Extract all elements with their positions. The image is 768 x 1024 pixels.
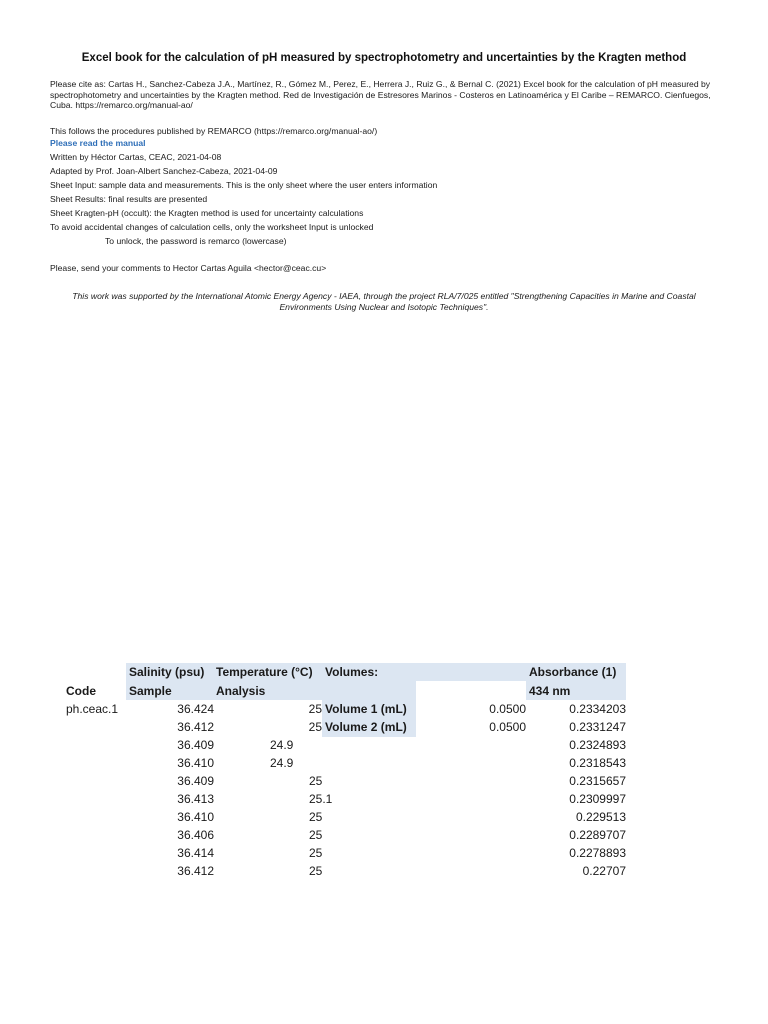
sample-code[interactable]: ph.ceac.1 — [66, 702, 119, 716]
header-shade-volumes-ext — [416, 663, 526, 681]
sheet-kragten-line: Sheet Kragten-pH (occult): the Kragten method is used for uncertainty calculations — [50, 208, 364, 218]
temperature-cell[interactable]: 25 — [309, 864, 323, 878]
citation-text: Please cite as: Cartas H., Sanchez-Cabeza J.A., Martínez, R., Gómez M., Perez, E., Herrera J., Ruiz G., & Bernal C. (2021) Excel book for the calculation of pH measured by spectrophotometry and uncertainties by the Kragten method. Red de Investigación de Estresores Marinos - Costeros en Latinoamérica y El Caribe – REMARCO. Cienfuegos, Cuba. https://remarco.org/manual-ao/ — [50, 79, 711, 111]
adapted-by-line: Adapted by Prof. Joan-Albert Sanchez-Cabeza, 2021-04-09 — [50, 166, 278, 176]
comments-line: Please, send your comments to Hector Cartas Aguila <hector@ceac.cu> — [50, 263, 327, 273]
temperature-cell[interactable]: 25 — [309, 846, 323, 860]
sample-subheader: Sample — [129, 684, 172, 698]
salinity-cell[interactable]: 36.406 — [177, 828, 214, 842]
salinity-cell[interactable]: 36.424 — [177, 702, 214, 716]
wavelength-subheader: 434 nm — [529, 684, 571, 698]
volume2-value[interactable]: 0.0500 — [489, 720, 526, 734]
document-title: Excel book for the calculation of pH measured by spectrophotometry and uncertainties by the Kragten method — [81, 52, 687, 64]
temperature-cell[interactable]: 25 — [309, 810, 323, 824]
temperature-cell[interactable]: 25 — [309, 828, 323, 842]
salinity-cell[interactable]: 36.409 — [177, 738, 214, 752]
absorbance-cell[interactable]: 0.2309997 — [569, 792, 626, 806]
salinity-cell[interactable]: 36.414 — [177, 846, 214, 860]
temperature-cell[interactable]: 25 — [308, 720, 322, 734]
salinity-cell[interactable]: 36.410 — [177, 810, 214, 824]
salinity-cell[interactable]: 36.412 — [177, 864, 214, 878]
volumes-header: Volumes: — [325, 665, 379, 679]
salinity-cell[interactable]: 36.409 — [177, 774, 214, 788]
temperature-cell[interactable]: 25 — [309, 774, 323, 788]
volume2-label: Volume 2 (mL) — [325, 720, 407, 734]
temperature-cell[interactable]: 24.9 — [270, 738, 294, 752]
sheet-input-line: Sheet Input: sample data and measurements. This is the only sheet where the user enters information — [50, 180, 438, 190]
absorbance-cell[interactable]: 0.2331247 — [569, 720, 626, 734]
manual-link[interactable]: Please read the manual — [50, 138, 146, 148]
volume1-value[interactable]: 0.0500 — [489, 702, 526, 716]
analysis-subheader: Analysis — [216, 684, 266, 698]
temperature-cell[interactable]: 24.9 — [270, 756, 294, 770]
absorbance-header: Absorbance (1) — [529, 665, 617, 679]
absorbance-cell[interactable]: 0.2334203 — [569, 702, 626, 716]
procedures-line: This follows the procedures published by REMARCO (https://remarco.org/manual-ao/) — [50, 126, 378, 136]
sheet-results-line: Sheet Results: final results are presented — [50, 194, 208, 204]
code-header: Code — [66, 684, 96, 698]
temperature-cell[interactable]: 25 — [308, 702, 322, 716]
support-text: This work was supported by the International Atomic Energy Agency - IAEA, through the project RLA/7/025 entitled "Strengthening Capacities in Marine and Coastal Environments Using Nuclear and Isotopic Techniques". — [72, 291, 696, 312]
temperature-cell[interactable]: 25.1 — [309, 792, 333, 806]
temperature-header: Temperature (°C) — [216, 665, 313, 679]
salinity-header: Salinity (psu) — [129, 665, 205, 679]
written-by-line: Written by Héctor Cartas, CEAC, 2021-04-08 — [50, 152, 222, 162]
absorbance-cell[interactable]: 0.2289707 — [569, 828, 626, 842]
salinity-cell[interactable]: 36.412 — [177, 720, 214, 734]
absorbance-cell[interactable]: 0.2278893 — [569, 846, 626, 860]
salinity-cell[interactable]: 36.410 — [177, 756, 214, 770]
volume1-label: Volume 1 (mL) — [325, 702, 407, 716]
absorbance-cell[interactable]: 0.22707 — [582, 864, 626, 878]
password-line: To unlock, the password is remarco (lowercase) — [105, 236, 287, 246]
absorbance-cell[interactable]: 0.229513 — [575, 810, 626, 824]
absorbance-cell[interactable]: 0.2324893 — [569, 738, 626, 752]
salinity-cell[interactable]: 36.413 — [177, 792, 214, 806]
absorbance-cell[interactable]: 0.2318543 — [569, 756, 626, 770]
avoid-changes-line: To avoid accidental changes of calculation cells, only the worksheet Input is unlocked — [50, 222, 374, 232]
absorbance-cell[interactable]: 0.2315657 — [569, 774, 626, 788]
